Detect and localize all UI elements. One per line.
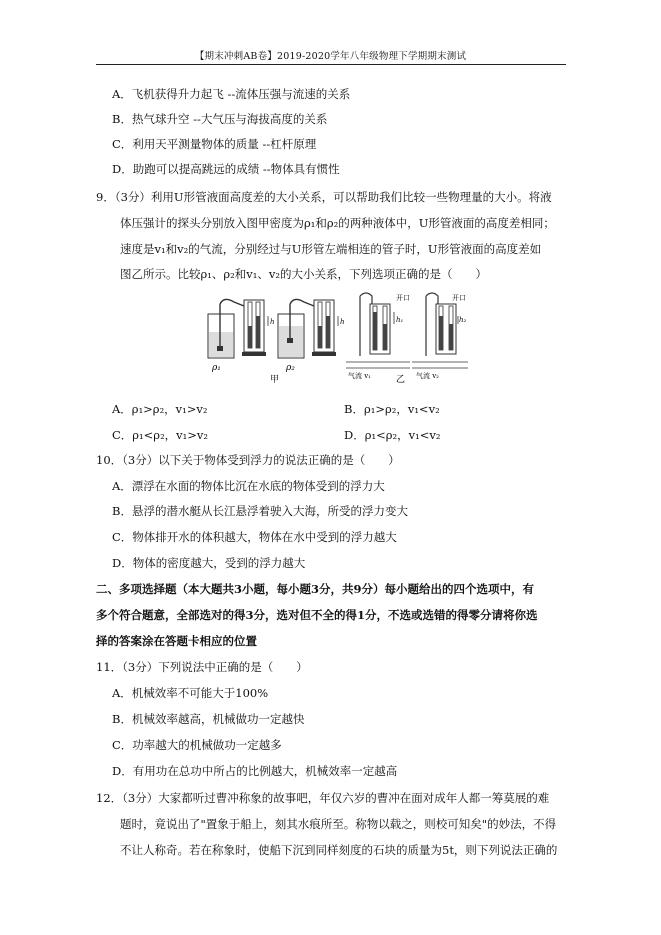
q11-option-c: C．功率越大的机械做功一定越多 xyxy=(112,738,282,752)
q11-option-b: B．机械效率越高，机械做功一定越快 xyxy=(112,712,305,726)
q9-option-d: D．ρ₁<ρ₂，v₁<v₂ xyxy=(344,428,441,442)
label-flow2: 气流 v₂ xyxy=(416,372,439,380)
section2-heading-line3: 择的答案涂在答题卡相应的位置 xyxy=(96,634,257,648)
label-h1: h₁ xyxy=(396,316,404,324)
section2-heading-line2: 多个符合题意，全部选对的得3分，选对但不全的得1分，不选或选错的得零分请将你选 xyxy=(96,608,538,622)
q9-option-c: C．ρ₁<ρ₂，v₁>v₂ xyxy=(112,428,209,442)
q9-figure xyxy=(200,290,470,390)
label-h-1: h xyxy=(270,318,275,326)
q8-option-a: A．飞机获得升力起飞 --流体压强与流速的关系 xyxy=(112,87,351,101)
q9-stem-line4: 图乙所示。比较ρ₁、ρ₂和v₁、v₂的大小关系，下列选项正确的是（ ） xyxy=(120,267,487,281)
label-rho2: ρ₂ xyxy=(286,363,295,373)
q12-stem-line3: 不让人称奇。若在称象时，使船下沉到同样刻度的石块的质量为5t，则下列说法正确的 xyxy=(120,843,558,857)
q9-stem-line2: 体压强计的探头分别放入图甲密度为ρ₁和ρ₂的两种液体中，U形管液面的高度差相同； xyxy=(120,216,555,230)
q8-option-d: D．助跑可以提高跳远的成绩 --物体具有惯性 xyxy=(112,162,340,176)
q10-option-a: A．漂浮在水面的物体比沉在水底的物体受到的浮力大 xyxy=(112,479,385,493)
q12-stem-line2: 题时，竟说出了"置象于船上，刻其水痕所至。称物以载之，则校可知矣"的妙法，不得 xyxy=(120,817,557,831)
label-yi: 乙 xyxy=(396,375,406,385)
label-flow1: 气流 v₁ xyxy=(348,372,371,380)
label-jia: 甲 xyxy=(270,375,280,385)
q11-option-d: D．有用功在总功中所占的比例越大，机械效率一定越高 xyxy=(112,764,398,778)
label-open-1: 开口 xyxy=(396,294,410,302)
q8-option-b: B．热气球升空 --大气压与海拔高度的关系 xyxy=(112,112,328,126)
q9-option-a: A．ρ₁>ρ₂，v₁>v₂ xyxy=(112,402,208,416)
q10-option-d: D．物体的密度越大，受到的浮力越大 xyxy=(112,556,306,570)
label-open-2: 开口 xyxy=(452,294,466,302)
figure-yi xyxy=(346,293,468,385)
page-header: 【期末冲刺AB卷】2019-2020学年八年级物理下学期期末测试 xyxy=(194,51,467,62)
q10-option-c: C．物体排开水的体积越大，物体在水中受到的浮力越大 xyxy=(112,530,397,544)
q12-stem-line1: 12．（3分）大家都听过曹冲称象的故事吧，年仅六岁的曹冲在面对成年人都一筹莫展的难 xyxy=(96,791,550,805)
q10-stem: 10．（3分）以下关于物体受到浮力的说法正确的是（ ） xyxy=(96,453,400,467)
q9-stem-line1: 9．（3分）利用U形管液面高度差的大小关系，可以帮助我们比较一些物理量的大小。将液 xyxy=(96,190,552,204)
q11-stem: 11．（3分）下列说法中正确的是（ ） xyxy=(96,660,308,674)
q11-option-a: A．机械效率不可能大于100% xyxy=(112,686,269,700)
figure-jia xyxy=(208,299,345,385)
label-h-2: h xyxy=(340,318,345,326)
section2-heading-line1: 二、多项选择题（本大题共3小题，每小题3分，共9分）每小题给出的四个选项中，有 xyxy=(96,582,535,596)
header-rule xyxy=(96,64,566,65)
q8-option-c: C．利用天平测量物体的质量 --杠杆原理 xyxy=(112,137,317,151)
q9-stem-line3: 速度是v₁和v₂的气流，分别经过与U形管左端相连的管子时，U形管液面的高度差如 xyxy=(120,242,542,256)
q10-option-b: B．悬浮的潜水艇从长江悬浮着驶入大海，所受的浮力变大 xyxy=(112,504,408,518)
label-rho1: ρ₁ xyxy=(212,363,221,373)
q9-option-b: B．ρ₁>ρ₂，v₁<v₂ xyxy=(344,402,440,416)
label-h2: h₂ xyxy=(459,316,467,324)
